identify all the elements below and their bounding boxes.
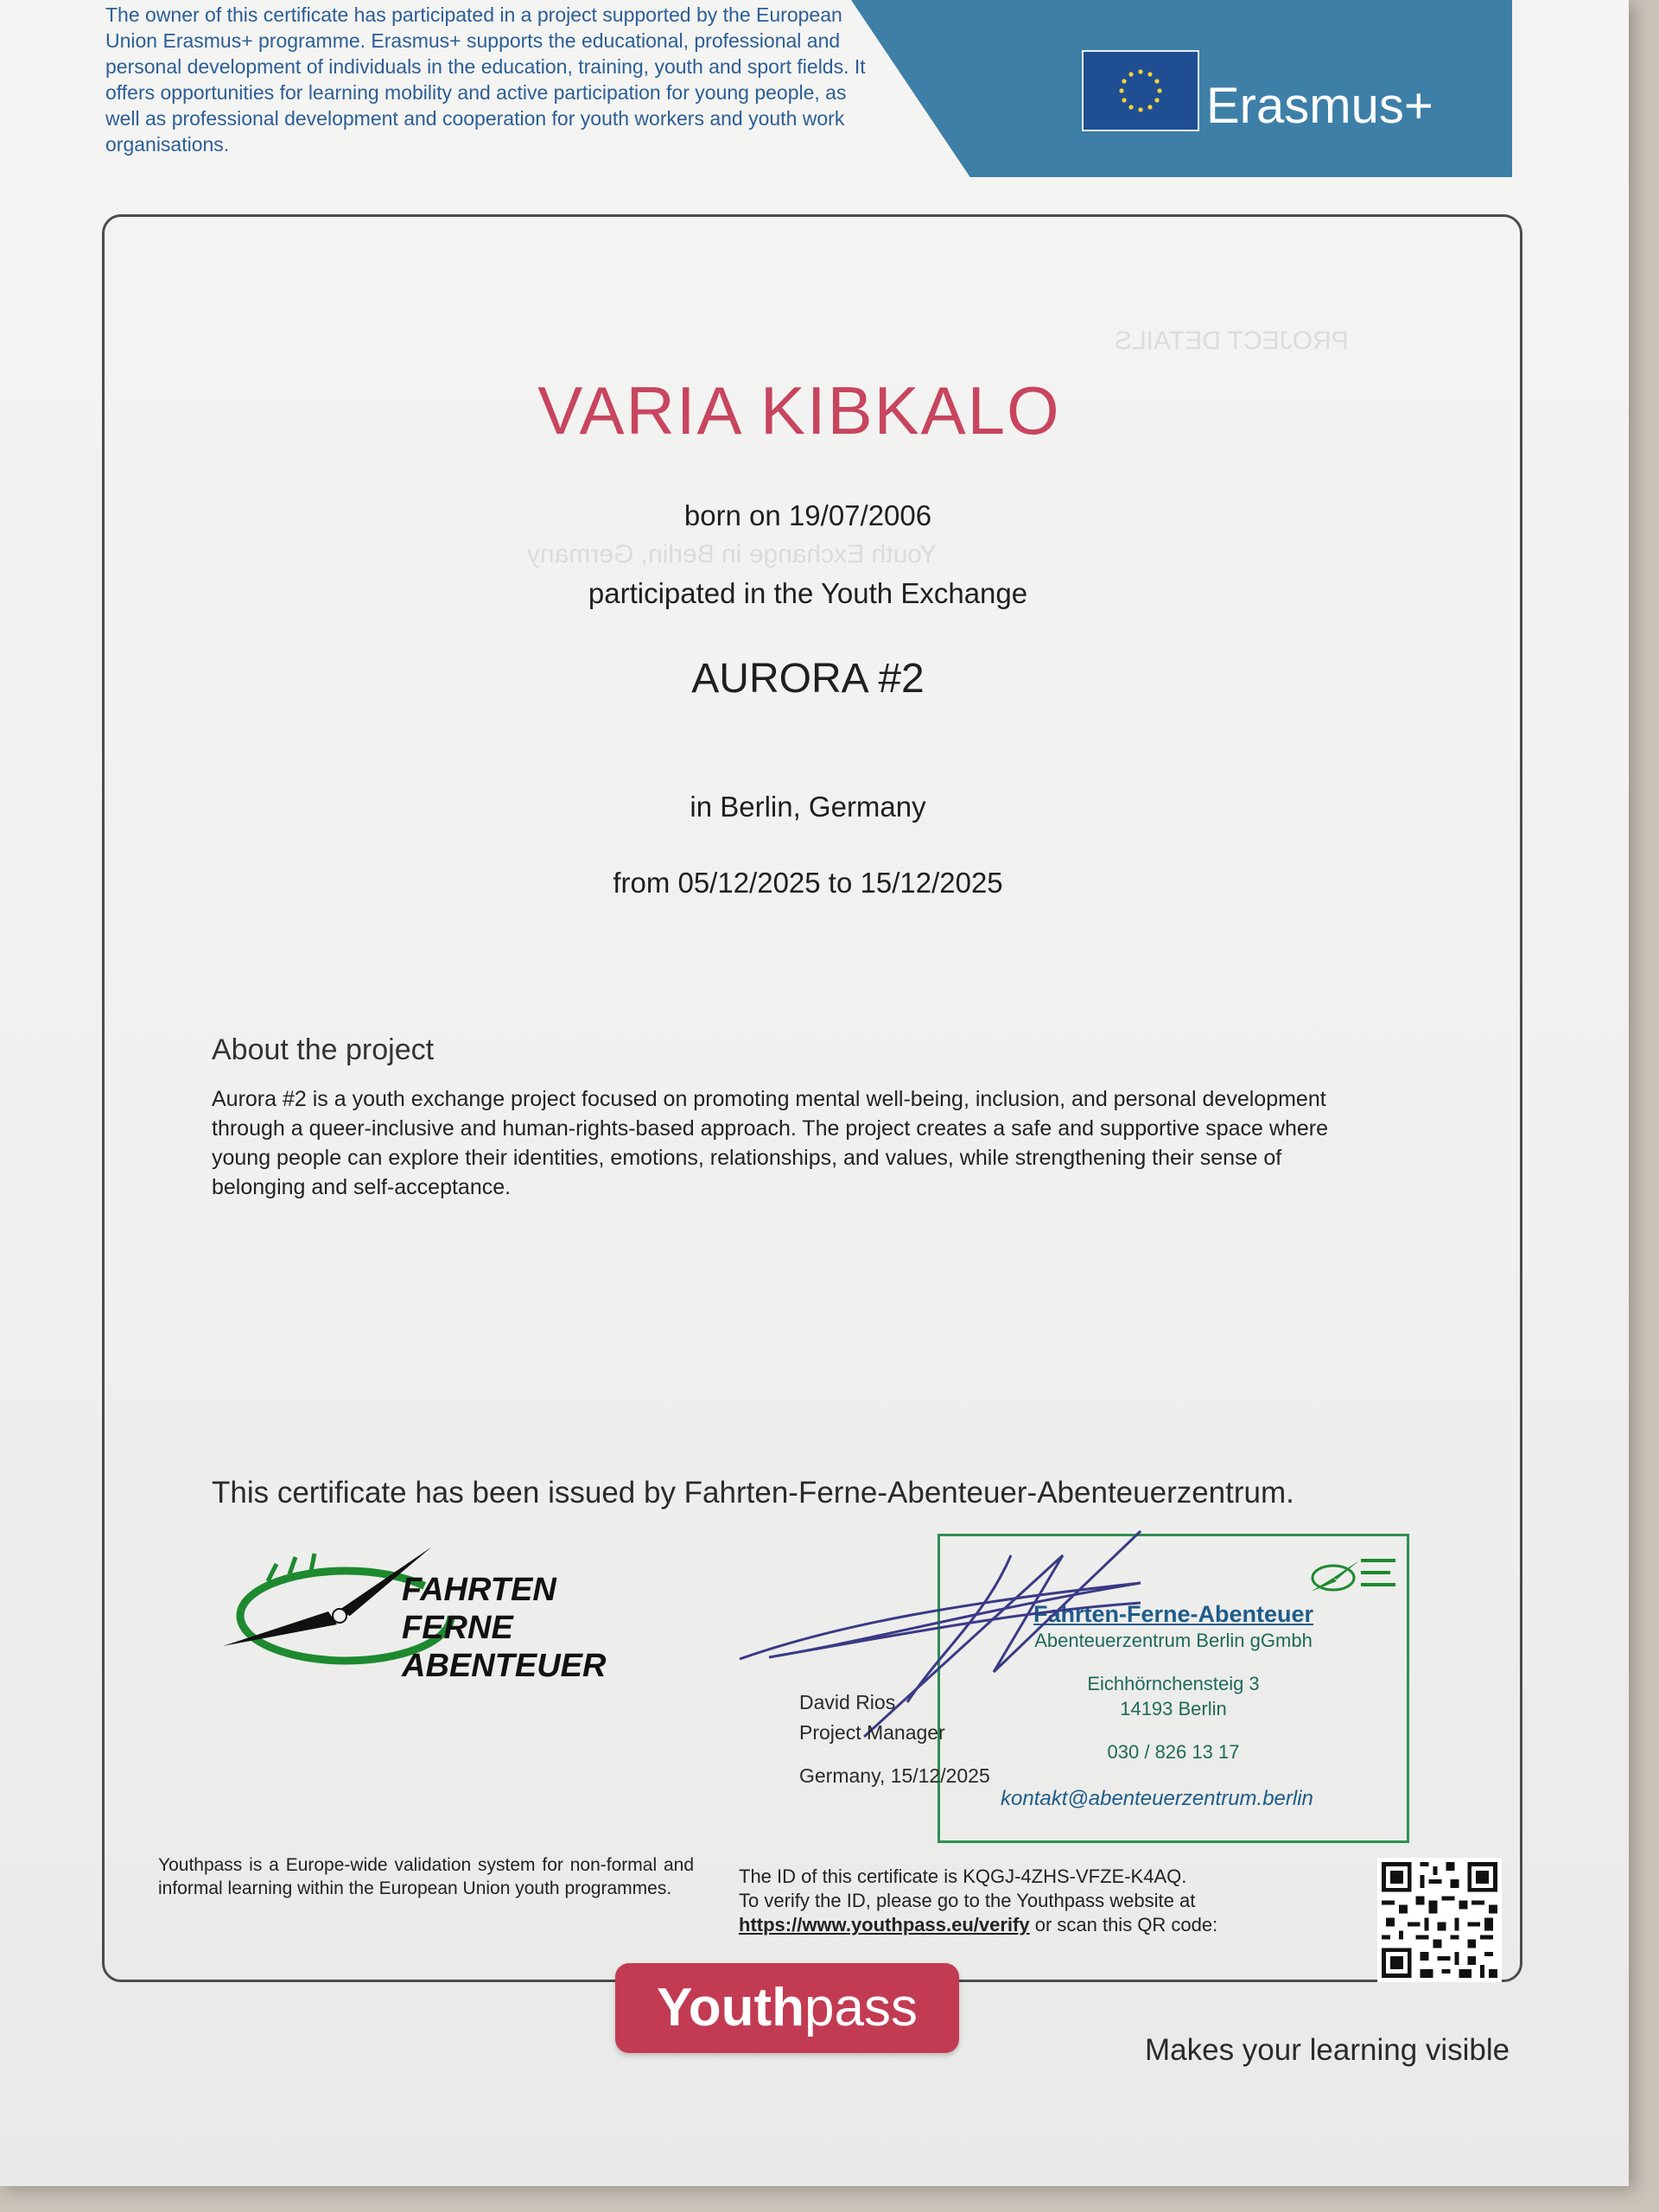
stamp-subtitle: Abenteuerzentrum Berlin gGmbh (1034, 1630, 1313, 1651)
verify-tail: or scan this QR code: (1034, 1914, 1218, 1936)
stamp-logo-icon (1307, 1545, 1402, 1605)
youthpass-logo-youth: Youth (657, 1978, 805, 2037)
signer-role: Project Manager (799, 1721, 945, 1744)
stamp-phone: 030 / 826 13 17 (1107, 1741, 1240, 1763)
erasmus-disclaimer: The owner of this certificate has participated in a project supported by the European Union Erasmus+ programme. Erasmus+ supports the educational, professional and personal development of individuals in the education, training, youth and sport fields. It offers opportunities for learning mobility and active participation for young people, as well as professional development and cooperation for youth workers and youth work organisations. (105, 3, 866, 156)
signer-name: David Rios (799, 1691, 896, 1713)
signature-date: Germany, 15/12/2025 (799, 1764, 990, 1787)
project-location: in Berlin, Germany (690, 791, 926, 823)
youthpass-logo-pass: pass (804, 1978, 918, 2037)
about-heading: About the project (212, 1033, 435, 1066)
project-title: AURORA #2 (691, 656, 925, 702)
project-dates: from 05/12/2025 to 15/12/2025 (613, 867, 1003, 899)
verify-instructions: To verify the ID, please go to the Youthpass website at (739, 1890, 1196, 1911)
logo-line-1: FAHRTEN (402, 1572, 556, 1608)
stamp-city: 14193 Berlin (1120, 1698, 1227, 1719)
stamp-email: kontakt@abenteuerzentrum.berlin (1001, 1787, 1313, 1810)
qr-code-icon[interactable] (1377, 1858, 1502, 1982)
verification-info (739, 1865, 1326, 1937)
issuer-statement: This certificate has been issued by Fahrten-Ferne-Abenteuer-Abenteuerzentrum. (212, 1476, 1294, 1510)
verify-link[interactable]: https://www.youthpass.eu/verify (739, 1914, 1030, 1936)
youthpass-tagline: Makes your learning visible (1145, 2033, 1510, 2067)
about-description: Aurora #2 is a youth exchange project focused on promoting mental well-being, inclusion, and personal development through a queer-inclusive and human-rights-based approach. The project creates a safe and supportive space where young people can explore their identities, emotions, relationships, and values, while strengthening their sense of belonging and self-acceptance. (212, 1087, 1328, 1199)
logo-line-3: ABENTEUER (402, 1648, 607, 1684)
participant-name: VARIA KIBKALO (537, 372, 1061, 448)
eu-flag-icon (1082, 50, 1199, 131)
youthpass-logo (615, 1963, 959, 2053)
certificate-id: The ID of this certificate is KQGJ-4ZHS-VFZE-K4AQ. (739, 1866, 1187, 1887)
birth-date: born on 19/07/2006 (683, 499, 932, 531)
erasmus-plus-logo: Erasmus+ (1206, 78, 1433, 134)
bleed-through-text: Youth Exchange in Berlin, Germany (527, 540, 938, 569)
logo-wordmark (402, 1571, 606, 1685)
stamp-organisation: Fahrten-Ferne-Abenteuer (1033, 1601, 1314, 1627)
participation-statement: participated in the Youth Exchange (588, 577, 1028, 609)
bleed-through-text: PROJECT DETAILS (1115, 327, 1349, 355)
youthpass-description: Youthpass is a Europe-wide validation system for non-formal and informal learning within the European Union youth programmes. (158, 1855, 694, 1898)
logo-line-2: FERNE (402, 1610, 513, 1646)
stamp-street: Eichhörnchensteig 3 (1087, 1673, 1260, 1694)
